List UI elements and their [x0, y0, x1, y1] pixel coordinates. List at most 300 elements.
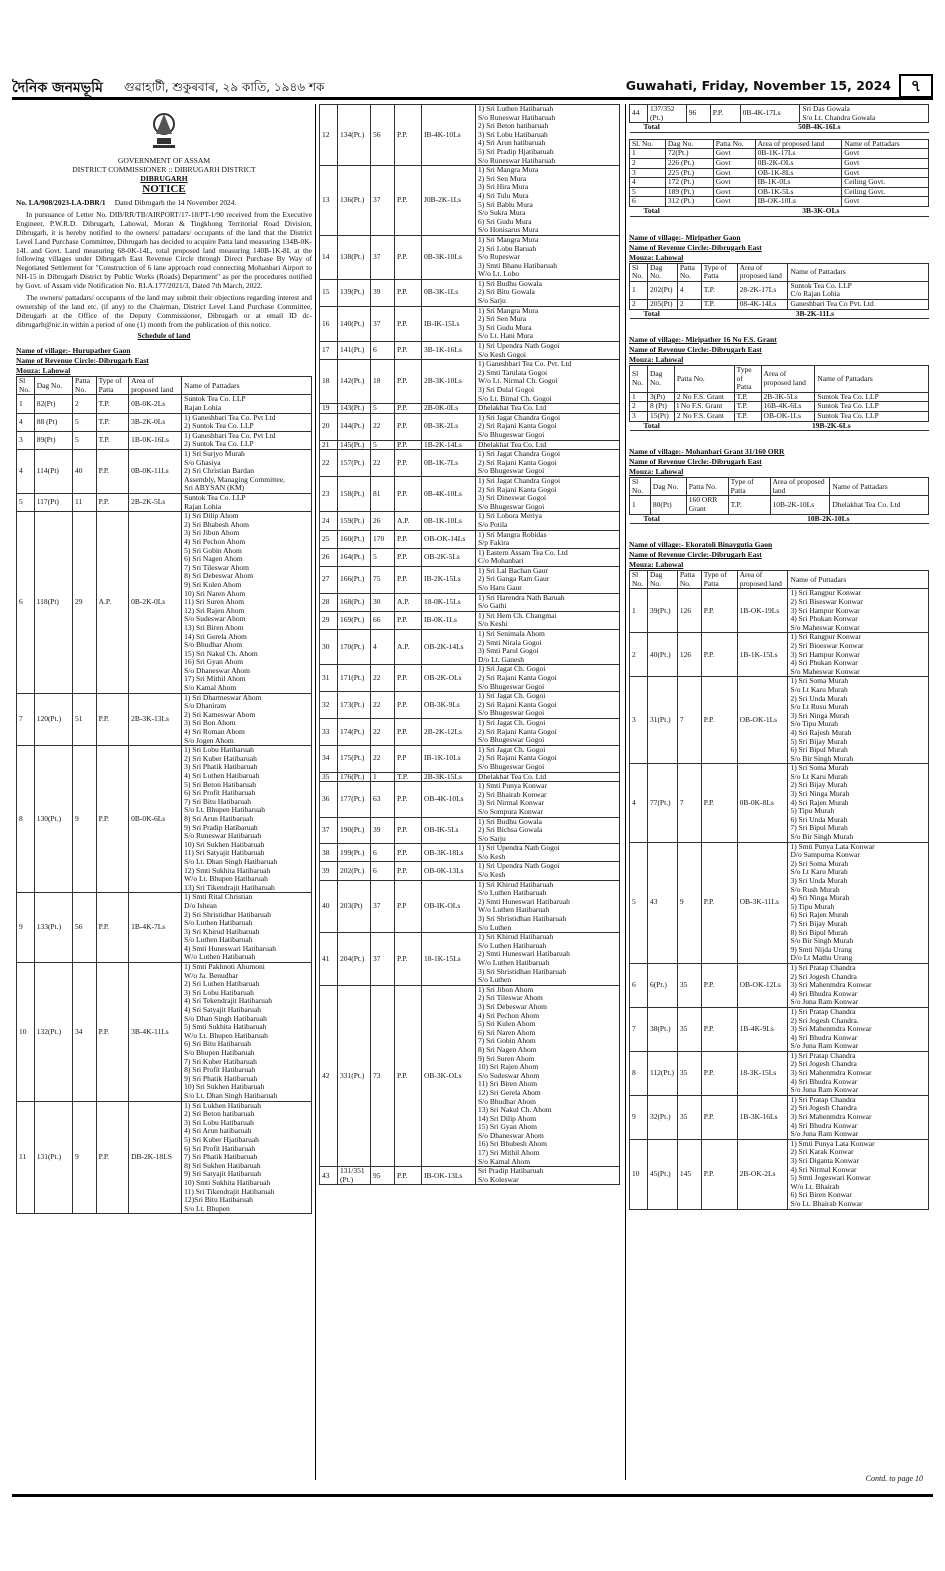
table-row	[320, 440, 620, 450]
table-cell: 9	[17, 893, 35, 963]
table-cell: 37	[371, 166, 395, 236]
table-cell: 2 No F.S. Grant	[674, 412, 734, 422]
table-cell: 3(Pt)	[647, 392, 674, 402]
newspaper-name: দৈনিক জনমভূমি	[12, 80, 103, 96]
table-row	[320, 665, 620, 692]
total-row	[630, 123, 929, 133]
table-cell: 1	[630, 392, 648, 402]
table-row	[17, 413, 312, 431]
table-cell: 73	[371, 985, 395, 1166]
table-cell: P.P.	[395, 782, 422, 817]
table-cell: T.P.	[96, 431, 128, 449]
table-row	[320, 413, 620, 440]
table-cell: A.P.	[96, 512, 128, 693]
table-row	[630, 842, 929, 963]
column-header: Area of proposed land	[770, 478, 830, 496]
table-row	[630, 677, 929, 764]
table-cell: 1) Sri Pratap Chandra 2) Sri Jogesh Chandra 3) Sri Mahenmdra Konwar 4) Sri Bhudra Konwar S/o Juna Ram Konwar	[788, 1095, 929, 1139]
table-cell: 126	[677, 589, 701, 633]
table-cell: 138(Pt.)	[338, 235, 371, 279]
table-cell: 32(Pt.)	[647, 1095, 677, 1139]
schedule-heading: Schedule of land	[137, 330, 191, 340]
table-cell: P.P.	[395, 844, 422, 862]
table-row	[320, 782, 620, 817]
table-cell: 171(Pt.)	[338, 665, 371, 692]
village-name: Name of village:- Mohanbari Grant 31/160 ORR	[629, 447, 785, 457]
table-cell: 30	[320, 630, 338, 665]
table-cell: IB-1K-10Ls	[422, 745, 476, 772]
table-cell: 4	[677, 281, 701, 299]
table-cell: P.P.	[701, 1051, 737, 1095]
table-row	[320, 548, 620, 566]
table-cell: 24	[320, 512, 338, 530]
table-row	[320, 166, 620, 236]
table-cell: IB-2K-15Ls	[422, 566, 476, 593]
table-row	[630, 392, 929, 402]
table-cell: 44	[630, 105, 648, 123]
column-header: Type of Patta	[728, 478, 770, 496]
table-row	[17, 494, 312, 512]
table-cell: 2 No F.S. Grant	[674, 392, 734, 402]
table-cell: 35	[320, 772, 338, 782]
table-cell: 2B-3K-13Ls	[129, 693, 182, 746]
table-cell: OB-IK-OLs	[422, 880, 476, 933]
table-cell: OB-3K-9Ls	[422, 692, 476, 719]
table-cell: Govt	[713, 197, 755, 207]
table-cell: 1) Sri Upendra Nath Gogoi S/o Kesh	[476, 862, 620, 880]
column-header: Dag No.	[34, 377, 72, 395]
table-cell: P.P.	[701, 842, 737, 963]
table-row	[320, 817, 620, 844]
table-cell: 1) Sri Rangpur Konwar 2) Sri Bioeswar Konwar 3) Sri Hampur Konwar 4) Sri Phukan Konwar S/o Maheswar Konwar	[788, 633, 929, 677]
notice-heading	[16, 104, 312, 196]
table-row	[17, 893, 312, 963]
table-cell: T.P.	[734, 412, 761, 422]
table-cell: 22	[371, 665, 395, 692]
table-row	[630, 149, 929, 159]
column-header: Patta No.	[677, 571, 701, 589]
table-cell: 5	[73, 431, 97, 449]
table-header-row	[630, 139, 929, 149]
table-cell: 160 ORR Grant	[686, 496, 728, 514]
table-cell: P.P.	[395, 342, 422, 360]
table-cell: 40(Pt.)	[647, 633, 677, 677]
column-header: Name of Pattadars	[830, 478, 929, 496]
table-cell: P.P.	[395, 566, 422, 593]
table-row	[17, 512, 312, 693]
table-row	[630, 764, 929, 842]
table-cell: 1) Sri Dilip Ahom 2) Sri Bhabesh Ahom 3) Sri Jibon Ahom 4) Sri Pechon Ahom 5) Sri Gobin Ahom 6) Sri Nagen Ahom 7) Sri Tileswar Ahom 8) Sri Debeswar Ahom 9) Sri Kulen Ahom 10) Sri Naren Ahom 11) Sri Suren Ahom 12) Sri Rajen Ahom S/o Sudeswar Ahom 13) Sri Biren Ahom 14) Sri Gerela Ahom S/o Bhudhar Ahom 15) Sri Nakul Ch. Ahom 16) Sri Gyan Ahom S/o Dhaneswar Ahom 17) Sri Mithil Ahom S/o Kamal Ahom	[182, 512, 312, 693]
table-cell: 95	[371, 1167, 395, 1185]
table-cell: P.P.	[395, 985, 422, 1166]
table-row	[320, 306, 620, 341]
table-cell: 1B-4K-9Ls	[737, 1007, 788, 1051]
table-cell: IB-IK-15Ls	[422, 306, 476, 341]
column-divider	[625, 104, 626, 1480]
table-cell: 170(Pt.)	[338, 630, 371, 665]
table-cell: 0B-1K-7Ls	[422, 450, 476, 477]
table-cell: 1	[630, 496, 651, 514]
english-date: Guwahati, Friday, November 15, 2024	[625, 78, 891, 93]
table-row	[320, 566, 620, 593]
table-cell: Govt	[842, 158, 929, 168]
table-cell: 35	[677, 1007, 701, 1051]
table-cell: 1) Sri Harendra Nath Baruah S/o Gathi	[476, 593, 620, 611]
table-row	[630, 412, 929, 422]
table-cell: 8	[630, 1051, 648, 1095]
table-cell: 38(Pt.)	[647, 1007, 677, 1051]
table-cell: OB-OK-14Ls	[422, 530, 476, 548]
table-cell: 0B-0K-11Ls	[129, 450, 182, 494]
table-cell: 159(Pt.)	[338, 512, 371, 530]
table-cell: 18-3K-15Ls	[737, 1051, 788, 1095]
page-number: ৭	[899, 74, 933, 98]
table-cell: OB-1K-5Ls	[755, 187, 842, 197]
table-cell: 45(Pt.)	[647, 1139, 677, 1209]
table-header-row	[17, 377, 312, 395]
table-cell: 158(Pt.)	[338, 476, 371, 511]
table-cell: 15(Pt)	[647, 412, 674, 422]
table-cell: 1B-3K-16Ls	[737, 1095, 788, 1139]
table-cell: 6	[17, 512, 35, 693]
table-cell: OB-OK-1Ls	[737, 677, 788, 764]
table-cell: OB-1K-8Ls	[755, 168, 842, 178]
table-cell: 33	[320, 718, 338, 745]
table-cell: 5	[371, 548, 395, 566]
table-cell: 34	[73, 963, 97, 1102]
table-cell: 331(Pt.)	[338, 985, 371, 1166]
column-header: Type of Patta	[701, 263, 737, 281]
column-header: Area of proposed land	[755, 139, 842, 149]
table-cell: 199(Pt.)	[338, 844, 371, 862]
table-cell: 30	[371, 593, 395, 611]
table-cell: 43	[647, 842, 677, 963]
table-row	[320, 105, 620, 166]
table-cell: 9	[630, 1095, 648, 1139]
table-cell: 37	[371, 880, 395, 933]
table-cell: 166(Pt.)	[338, 566, 371, 593]
table-row	[630, 281, 929, 299]
column-header: Dag No.	[650, 478, 686, 496]
table-cell: 130(Pt.)	[34, 746, 72, 893]
column-header: Patta No.	[686, 478, 728, 496]
table-cell: 75	[371, 566, 395, 593]
table-cell: P.P.	[395, 360, 422, 404]
column-header: Dag No.	[647, 263, 677, 281]
table-cell: OB-3K-11Ls	[737, 842, 788, 963]
table-cell: 189 (Pt.)	[665, 187, 713, 197]
table-cell: P.P.	[96, 746, 128, 893]
table-cell: 2	[630, 299, 648, 309]
table-row	[630, 1139, 929, 1209]
table-row	[630, 1007, 929, 1051]
table-cell: 19	[320, 404, 338, 414]
table-cell: 5	[73, 413, 97, 431]
table-cell: 6(Pt.)	[647, 963, 677, 1007]
table-cell: 1) Sri Hem Ch. Changmai S/o Keshi	[476, 611, 620, 629]
table-cell: P.P.	[395, 692, 422, 719]
table-row	[320, 933, 620, 986]
table-cell: P.P.	[395, 404, 422, 414]
table-cell: 1) Sri Surjyo Murah S/o Ghasiya 2) Sri Christian Bardan Assembly, Managing Committee, Sri ABYSAN (KM)	[182, 450, 312, 494]
table-cell: P.P.	[701, 1007, 737, 1051]
table-cell: 16B-4K-6Ls	[761, 402, 815, 412]
total-row	[630, 421, 929, 431]
column-header: Patta No.	[73, 377, 97, 395]
table-cell: 1) Sri Mangra Robidas S/p Fakira	[476, 530, 620, 548]
table-cell: 80(Pt)	[650, 496, 686, 514]
table-cell: 88 (Pt)	[34, 413, 72, 431]
schedule-table-village4	[629, 477, 929, 524]
table-row	[630, 496, 929, 514]
mouza: Mouza: Lahowal	[629, 252, 684, 262]
table-cell: T.P.	[734, 392, 761, 402]
table-cell: Govt	[713, 149, 755, 159]
village-name: Name of village:- Ekoratoli Binaygutia Gaon	[629, 540, 773, 550]
table-cell: 0B-1K-17Ls	[755, 149, 842, 159]
table-cell: 0B-0K-6Ls	[129, 746, 182, 893]
notice-ref	[16, 199, 312, 208]
table-cell: 2B-3K-10Ls	[422, 360, 476, 404]
table-cell: 1) Ganeshbari Tea Co. Pvt Ltd 2) Suntok Tea Co. LLP	[182, 413, 312, 431]
table-cell: 0B-3K-1Ls	[422, 279, 476, 306]
table-cell: 1) Sri Budhu Gowala 2) Sri Bitu Gowala S/o Sarju	[476, 279, 620, 306]
table-cell: 1) Sri Soma Murah S/o Lt Karu Murah 2) Sri Bijay Murah 3) Sri Ninga Murah 4) Sri Rajen Murah 5) Tipu Murah 6) Sri Unda Murah 7) Sri Bipul Murah S/o Bir Singh Murah	[788, 764, 929, 842]
table-cell: 32	[320, 692, 338, 719]
table-row	[320, 360, 620, 404]
table-cell: P.P.	[395, 530, 422, 548]
total-label: Total	[630, 309, 702, 319]
schedule-table-village1-end	[629, 104, 929, 133]
table-row	[320, 279, 620, 306]
table-cell: P.P.	[395, 1167, 422, 1185]
notice-para1: In pursuance of Letter No. DIB/RR/TB/AIRPORT/17-18/PT-1/90 received from the Executive Engineer, P.W.R.D. Dibrugarh, Lahowal, Moran & Tingkhong Territorial Road Division, Dibrugarh, it is hereby notified to the owners/ pattadars/ occupants of the land that the District Level Land Purchase Committee, Dibrugarh has decided to acquire Patta land measuring 134B-0K-14L and Govt. Land measuring 68-0K-14L, total proposed land measuring 140B-1K-8L at the following villages under Dibrugarh East Revenue Circle through Direct Purchase By Way of Negotiated Settlement for "Construction of 6 lane approach road connecting Mohanbari Airport to NH-15 in Dibrugarh District by Public Works (Roads) Department" as per the procedures notified by Govt. of Assam vide Notification No. RLA.177/2021/3, Dated 7th March, 2022.	[16, 209, 312, 291]
table-cell: l No F.S. Grant	[674, 402, 734, 412]
table-cell: 2	[630, 158, 666, 168]
table-cell: P.P.	[395, 450, 422, 477]
table-cell: 1B-4K-7Ls	[129, 893, 182, 963]
table-cell: 3B-2K-0Ls	[129, 413, 182, 431]
table-cell: 175(Pt.)	[338, 745, 371, 772]
table-cell: Sri Das Gowala S/o Lt. Chandra Gowala	[800, 105, 929, 123]
table-cell: 7	[677, 677, 701, 764]
table-row	[630, 963, 929, 1007]
table-cell: 2	[677, 299, 701, 309]
total-value: 3B-3K-OLs	[713, 206, 928, 216]
table-cell: 140(Pt.)	[338, 306, 371, 341]
table-cell: 22	[371, 413, 395, 440]
table-cell: Dhelakhat Tea Co. Ltd	[830, 496, 929, 514]
table-cell: Dhelakhat Tea Co. Ltd	[476, 404, 620, 414]
table-cell: 35	[677, 1051, 701, 1095]
table-row	[320, 450, 620, 477]
table-cell: Dhelakhat Tea Co. Ltd	[476, 772, 620, 782]
table-cell: 42	[320, 985, 338, 1166]
table-row	[320, 985, 620, 1166]
mouza: Mouza: Lahowal	[629, 467, 684, 477]
total-row	[630, 309, 929, 319]
table-cell: 18	[371, 360, 395, 404]
table-cell: P.P.	[701, 677, 737, 764]
table-cell: 2	[630, 633, 648, 677]
column-header: Patta No.	[674, 366, 734, 393]
table-cell: 1) Sri Lal Bachan Gaur 2) Sri Ganga Ram Gaur S/o Haru Gaur	[476, 566, 620, 593]
table-cell: 1) Sri Jagat Chandra Gogoi 2) Sri Rajani Kanta Gogoi S/o Bhugeswar Gogoi	[476, 450, 620, 477]
table-cell: IB-4K-10Ls	[422, 105, 476, 166]
table-cell: Suntok Tea Co. LLP Rajan Lohia	[182, 494, 312, 512]
table-cell: 0B-0K-2Ls	[129, 395, 182, 413]
table-cell: 18-1K-15Ls	[422, 933, 476, 986]
table-cell: 63	[371, 782, 395, 817]
table-cell: 1) Sri Mangra Mura 2) Sri Sen Mura 3) Sri Gudu Mura S/o Lt. Hani Mura	[476, 306, 620, 341]
table-cell: T.P.	[701, 281, 737, 299]
table-cell: 4	[17, 450, 35, 494]
notice-number: No. LA/908/2023-LA-DBR/1	[16, 198, 106, 207]
table-cell: 164(Pt.)	[338, 548, 371, 566]
table-cell: 1) Sri Lukhen Hatibaruah 2) Sri Beton hatibaruah 3) Sri Lobu Hatibaruah 4) Sri Arun hatibaruah 5) Sri Kuber Hjatibaruah 6) Sri Profit Hatibaruah 7) Sri Phatik Hatibaruah 8) Sri Sukhen Hatibaruah 9) Sri Satyajit Hatibaruah 10) Smti Sukhita Hatibaruah 11) Sri Tikendrajit Hatibaruah 12)Sri Bitu Hatibaruah S/o Lt. Bhupen	[182, 1101, 312, 1214]
table-cell: Suntok Tea Co. LLP Rajan Lohia	[182, 395, 312, 413]
column-header: Sl No.	[630, 263, 648, 281]
table-cell: 1) Sri Khirud Hatibaruah S/o Luthen Hatibaruah 2) Smti Huneswari Hatibaruah W/o Luthen Hatibaruah 3) Sri Shristidhan Hatibaruah S/o Luthen	[476, 880, 620, 933]
column-header: Patta No.	[713, 139, 755, 149]
table-cell: 131(Pt.)	[34, 1101, 72, 1214]
table-cell: OB-OK-1Ls	[761, 412, 815, 422]
table-cell: 134(Pt.)	[338, 105, 371, 166]
table-cell: 3	[630, 412, 648, 422]
mouza: Mouza: Lahowal	[629, 560, 684, 570]
table-cell: 1B-2K-14Ls	[422, 440, 476, 450]
table-header-row	[630, 366, 929, 393]
total-label: Total	[630, 206, 714, 216]
table-cell: P.P.	[701, 1095, 737, 1139]
page-bottom-rule	[12, 1494, 933, 1497]
table-cell: 7	[677, 764, 701, 842]
table-row	[17, 431, 312, 449]
table-row	[17, 746, 312, 893]
table-cell: Suntok Tea Co. LLP	[815, 412, 929, 422]
table-cell: 225 (Pt.)	[665, 168, 713, 178]
table-cell: 1) Ganeshbari Tea Co. Pvt. Ltd 2) Smti Tarulata Gogoi W/o Lt. Nirmal Ch. Gogoi 3) Sri Dulal Gogoi S/o Lt. Bimal Ch. Gogoi	[476, 360, 620, 404]
table-row	[320, 772, 620, 782]
revenue-circle: Name of Revenue Circle:-Dibrugarh East	[629, 345, 762, 355]
table-cell: P.P.	[96, 963, 128, 1102]
total-label: Total	[630, 421, 735, 431]
table-row	[17, 693, 312, 746]
table-cell: 22	[320, 450, 338, 477]
column-header: Name of Puttadars	[788, 571, 929, 589]
notice-para2: The owners/ pattadars/ occupants of the land may submit their objections regarding interest and ownership of the land etc. (if any) to the Chairman, District Level Land Purchase Committee, Dibrugarh at the Office of the Deputy Commissioner, Dibrugarh or at email ID dc-dibrugarh@nic.in within a period of one (1) month from the publication of this notice.	[16, 293, 312, 329]
table-cell: 114(Pt)	[34, 450, 72, 494]
table-cell: Govt	[713, 168, 755, 178]
table-cell: OB-2K-5Ls	[422, 548, 476, 566]
total-row	[630, 206, 929, 216]
table-cell: 5	[17, 494, 35, 512]
table-cell: 0B-4K-17Ls	[740, 105, 800, 123]
table-cell: 145(Pt.)	[338, 440, 371, 450]
table-row	[320, 692, 620, 719]
column-header: Sl No.	[630, 366, 648, 393]
column-header: Dag No.	[647, 366, 674, 393]
table-cell: 1) Sri Lobu Hatibaruah 2) Sri Kuber Hatibaruah 3) Sri Phatik Hatibaruah 4) Sri Luthen Hatibaruah 5) Sri Beton Hatibaruah 6) Sri Profit Hatibaruah 7) Sri Bitu Hatibaruah S/o Lt. Bhupen Hatibaruah 8) Sri Arun Hatibaruah 9) Sri Pradip Hatibaruah S/o Runeswar Hatibaruah 10) Sri Sukhen Hatibaruah 11) Sri Satyajit Hatibaruah S/o Lt. Dhan Singh Hatibaruah 12) Smti Sukhita Hatibaruah W/o Lt. Bhupen Hatibaruah 13) Sri Tikendrajit Hatibaruah	[182, 746, 312, 893]
table-cell: P.P.	[701, 633, 737, 677]
table-cell: 39(Pt.)	[647, 589, 677, 633]
table-cell: OB-OK-12Ls	[737, 963, 788, 1007]
table-cell: 1) Sri Luthen Hatibaruah S/o Runeswar Hatibaruah 2) Sri Beton hatibaruah 3) Sri Lobu Hatibaruah 4) Sri Arun hatibaruah 5) Sri Pradip Hjatibaruah S/o Runeswar Hatibaruah	[476, 105, 620, 166]
table-cell: 145	[677, 1139, 701, 1209]
table-cell: 29	[73, 512, 97, 693]
table-cell: 39	[320, 862, 338, 880]
table-cell: Govt	[713, 158, 755, 168]
table-cell: 10	[17, 963, 35, 1102]
table-cell: P.P.	[710, 105, 740, 123]
table-header-row	[630, 478, 929, 496]
column-header: Sl No.	[630, 571, 648, 589]
table-cell: 139(Pt.)	[338, 279, 371, 306]
column-header: Sl No.	[17, 377, 35, 395]
table-cell: Ganeshbari Tea Co Pvt. Ltd	[788, 299, 929, 309]
table-cell: P.P.	[96, 893, 128, 963]
table-cell: 1) Sri Lobora Meriya S/o Potila	[476, 512, 620, 530]
table-row	[320, 745, 620, 772]
table-cell: 37	[371, 235, 395, 279]
table-cell: P.P	[395, 745, 422, 772]
schedule-table-village2	[629, 263, 929, 320]
table-row	[630, 633, 929, 677]
table-cell: 2B-2K-5Ls	[129, 494, 182, 512]
table-cell: 1) Sri Pratap Chandra 2) Sri Jogesh Chandra. 3) Sri Mahenmdra Konwar 4) Sri Bhudra Konwar S/o Juna Ram Konwar	[788, 1007, 929, 1051]
table-cell: 2B-2K-12Ls	[422, 718, 476, 745]
notice-title: NOTICE	[142, 183, 186, 195]
table-cell: 22	[371, 692, 395, 719]
table-cell: 41	[320, 933, 338, 986]
table-cell: P.P.	[395, 105, 422, 166]
table-cell: 0B-0K-8Ls	[737, 764, 788, 842]
table-cell: 132(Pt.)	[34, 963, 72, 1102]
column-middle	[319, 104, 620, 1185]
table-cell: 0B-4K-10Ls	[422, 476, 476, 511]
table-cell: 126	[677, 633, 701, 677]
total-value: 3B-2K-11Ls	[701, 309, 928, 319]
table-row	[320, 235, 620, 279]
table-cell: 5	[371, 404, 395, 414]
table-cell: 3B-4K-11Ls	[129, 963, 182, 1102]
table-cell: P.P.	[395, 718, 422, 745]
table-cell: P.P.	[395, 166, 422, 236]
village-name: Name of village:- Miripather Gaon	[629, 232, 741, 242]
table-cell: 36	[320, 782, 338, 817]
table-cell: T.P.	[701, 299, 737, 309]
column-header: Dag No.	[647, 571, 677, 589]
table-cell: 202(Pt.)	[338, 862, 371, 880]
assam-emblem-icon	[143, 108, 185, 152]
table-row	[630, 197, 929, 207]
table-row	[320, 342, 620, 360]
column-header: Name of Pattadars	[815, 366, 929, 393]
table-cell: 1) Sri Upendra Nath Gogoi S/o Kesh Gogoi	[476, 342, 620, 360]
table-row	[630, 402, 929, 412]
table-cell: 8	[17, 746, 35, 893]
bengali-date: গুৱাহাটী, শুকুৰবাৰ, ২৯ কাতি, ১৯৪৬ শক	[124, 80, 325, 94]
table-cell: DB-2K-18LS	[129, 1101, 182, 1214]
table-cell: P.P.	[395, 862, 422, 880]
table-cell: Ceiling Govt.	[842, 178, 929, 188]
table-cell: P.P.	[96, 1101, 128, 1214]
table-cell: 1) Sri Jagat Chandra Gogoi 2) Sri Rajani Kanta Gogoi 3) Sri Dineswar Gogoi S/o Bhugeswar Gogoi	[476, 476, 620, 511]
table-cell: 37	[320, 817, 338, 844]
column-header: Sl No.	[630, 478, 651, 496]
table-cell: 1) Sri Jagat Chandra Gogoi 2) Sri Rajani Kanta Gogoi S/o Bhugeswar Gogoi	[476, 413, 620, 440]
table-cell: 1) Eastern Assam Tea Co. Ltd C/o Mohanbari	[476, 548, 620, 566]
